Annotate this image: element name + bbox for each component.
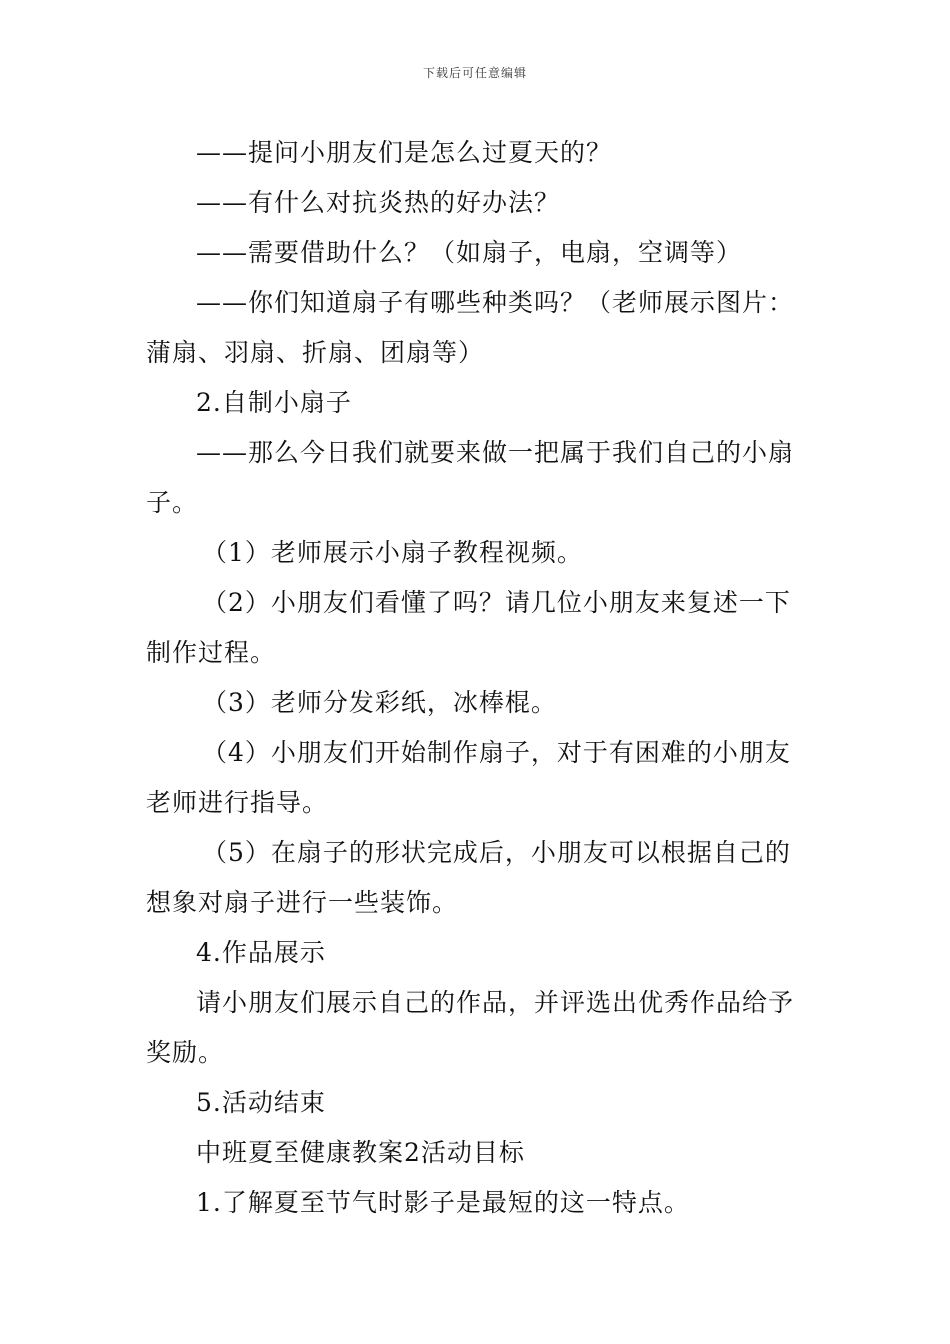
section-heading-showcase: 4.作品展示: [196, 938, 326, 967]
document-body: [146, 128, 806, 1228]
page-header: 下载后可任意编辑: [422, 66, 527, 80]
paragraph-showcase: 请小朋友们展示自己的作品，并评选出优秀作品给予奖励。: [146, 988, 795, 1067]
section-heading-end: 5.活动结束: [196, 1088, 326, 1117]
paragraph-question-tools: ——需要借助什么？（如扇子，电扇，空调等）: [196, 238, 743, 267]
paragraph-step-1: （1）老师展示小扇子教程视频。: [202, 538, 583, 567]
paragraph-question-fan-types: ——你们知道扇子有哪些种类吗？（老师展示图片：蒲扇、羽扇、折扇、团扇等）: [146, 288, 795, 367]
paragraph-step-5: （5）在扇子的形状完成后，小朋友可以根据自己的想象对扇子进行一些装饰。: [146, 838, 791, 917]
paragraph-make-fan-intro: ——那么今日我们就要来做一把属于我们自己的小扇子。: [146, 438, 795, 517]
section-heading-make-fan: 2.自制小扇子: [196, 388, 352, 417]
paragraph-question-heat: ——有什么对抗炎热的好办法？: [196, 188, 561, 217]
paragraph-step-4: （4）小朋友们开始制作扇子，对于有困难的小朋友老师进行指导。: [146, 738, 791, 817]
section-heading-lesson-2: 中班夏至健康教案2活动目标: [196, 1138, 525, 1167]
paragraph-question-summer: ——提问小朋友们是怎么过夏天的？: [196, 138, 613, 167]
paragraph-step-2: （2）小朋友们看懂了吗？请几位小朋友来复述一下制作过程。: [146, 588, 791, 667]
paragraph-step-3: （3）老师分发彩纸，冰棒棍。: [202, 688, 557, 717]
paragraph-goal-1: 1.了解夏至节气时影子是最短的这一特点。: [196, 1188, 690, 1217]
